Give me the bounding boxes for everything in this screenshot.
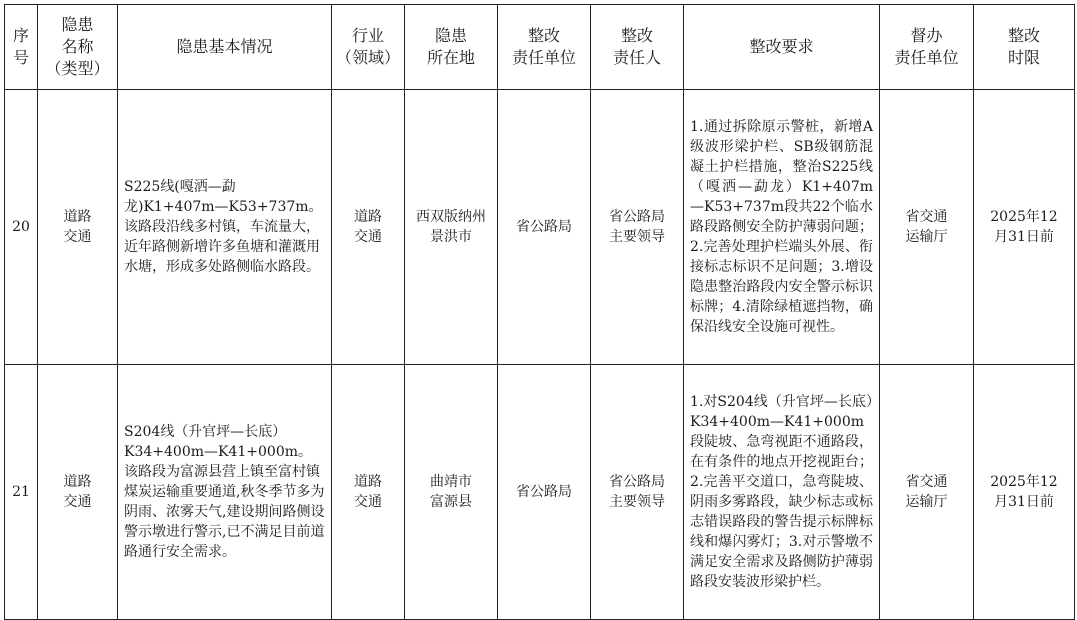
header-basic: 隐患基本情况 <box>118 5 332 90</box>
header-requirements: 整改要求 <box>684 5 880 90</box>
hazard-table <box>4 4 1075 620</box>
header-industry: 行业 （领域） <box>332 5 405 90</box>
header-person: 整改 责任人 <box>591 5 684 90</box>
cell-industry: 道路 交通 <box>332 90 405 365</box>
cell-requirements: 1.对S204线（升官坪—长底）K34+400m—K41+000m段陡坡、急弯视距不通路段，在有条件的地点开挖视距台；2.完善平交道口，急弯陡坡、阴雨多雾路段，缺少标志或标志错误路段的警告提示标牌标线和爆闪雾灯；3.对示警墩不满足安全需求及路侧防护薄弱路段安装波形梁护栏。 <box>684 365 880 620</box>
cell-person: 省公路局 主要领导 <box>591 365 684 620</box>
header-row <box>5 5 1075 90</box>
header-name: 隐患 名称 （类型） <box>38 5 118 90</box>
cell-location: 曲靖市 富源县 <box>405 365 498 620</box>
cell-name: 道路 交通 <box>38 365 118 620</box>
cell-supervise: 省交通 运输厅 <box>880 90 974 365</box>
cell-no: 20 <box>5 90 38 365</box>
header-no: 序 号 <box>5 5 38 90</box>
cell-industry: 道路 交通 <box>332 365 405 620</box>
cell-name: 道路 交通 <box>38 90 118 365</box>
header-unit: 整改 责任单位 <box>498 5 591 90</box>
header-location: 隐患 所在地 <box>405 5 498 90</box>
table-row <box>5 365 1075 620</box>
cell-no: 21 <box>5 365 38 620</box>
cell-deadline: 2025年12 月31日前 <box>974 90 1075 365</box>
header-supervise: 督办 责任单位 <box>880 5 974 90</box>
cell-supervise: 省交通 运输厅 <box>880 365 974 620</box>
cell-person: 省公路局 主要领导 <box>591 90 684 365</box>
table-row <box>5 90 1075 365</box>
cell-basic: S225线(嘎洒—勐龙)K1+407m—K53+737m。该路段沿线多村镇，车流量大，近年路侧新增许多鱼塘和灌溉用水塘，形成多处路侧临水路段。 <box>118 90 332 365</box>
cell-requirements: 1.通过拆除原示警桩，新增A级波形梁护栏、SB级钢筋混凝土护栏措施，整治S225线（嘎洒—勐龙）K1+407m—K53+737m段共22个临水路段路侧安全防护薄弱问题；2.完善处理护栏端头外展、衔接标志标识不足问题；3.增设隐患整治路段内安全警示标识标牌；4.清除绿植遮挡物，确保沿线安全设施可视性。 <box>684 90 880 365</box>
cell-deadline: 2025年12 月31日前 <box>974 365 1075 620</box>
cell-unit: 省公路局 <box>498 365 591 620</box>
cell-unit: 省公路局 <box>498 90 591 365</box>
cell-basic: S204线（升官坪—长底）K34+400m—K41+000m。该路段为富源县营上镇至富村镇煤炭运输重要通道,秋冬季节多为阴雨、浓雾天气,建设期间路侧设警示墩进行警示,已不满足目前道路通行安全需求。 <box>118 365 332 620</box>
header-deadline: 整改 时限 <box>974 5 1075 90</box>
cell-location: 西双版纳州 景洪市 <box>405 90 498 365</box>
